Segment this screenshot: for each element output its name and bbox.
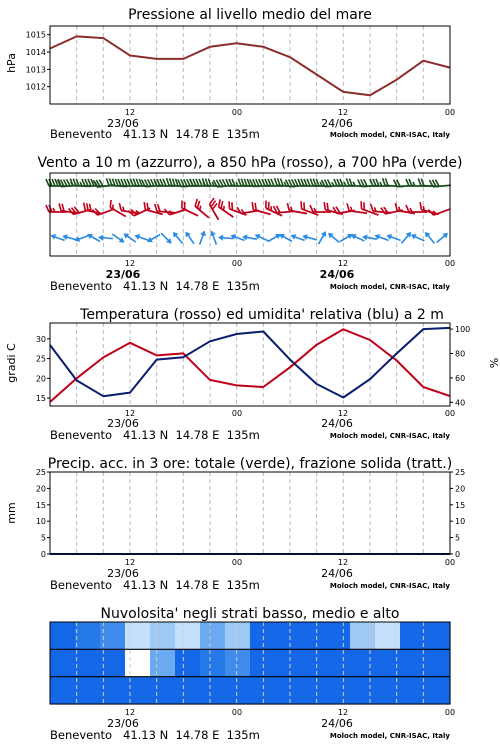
cloud-cell <box>225 677 251 705</box>
wind-barb <box>159 231 174 246</box>
humidity-y-label: % <box>487 357 500 369</box>
wind-arrow-head <box>146 237 153 245</box>
wind-barb <box>82 203 104 214</box>
cloud-cell <box>425 677 451 705</box>
cloud-cell <box>175 677 201 705</box>
y-tick-label: 25 <box>455 468 466 477</box>
wind-barb <box>435 231 450 245</box>
cloud-cell <box>325 622 351 650</box>
cloud-cell <box>50 622 76 650</box>
pressure-line <box>50 36 450 95</box>
cloud-cell <box>250 649 276 677</box>
wind-barb <box>49 232 65 243</box>
cloud-cell <box>150 622 176 650</box>
wind-barb-flag <box>91 179 94 186</box>
wind-barb-flag <box>82 179 85 186</box>
wind-barb-flag <box>88 179 91 186</box>
wind-barb <box>373 232 389 243</box>
cloud-cell <box>200 677 226 705</box>
cloud-cell <box>325 677 351 705</box>
cloud-cell <box>125 649 151 677</box>
y-tick-label: 25 <box>35 468 46 477</box>
cloud-cell <box>425 649 451 677</box>
y-tick-label: 40 <box>455 398 466 408</box>
cloud-cell <box>300 649 326 677</box>
precipitation-title: Precip. acc. in 3 ore: totale (verde), frazione solida (tratt.) <box>47 456 453 472</box>
wind-barb <box>171 230 185 245</box>
cloud-cell <box>75 622 101 650</box>
wind-barb <box>349 232 365 244</box>
cloud-cell <box>150 677 176 705</box>
humidity-y-ticks <box>450 325 470 407</box>
temperature-line <box>50 329 450 402</box>
wind-barb <box>338 231 354 244</box>
wind-arrow-head <box>200 229 207 236</box>
cloud-cell <box>175 649 201 677</box>
cloud-cell <box>350 622 376 650</box>
wind-barb-flag <box>226 179 229 186</box>
wind-barb-flag <box>418 202 423 210</box>
wind-barb-flag <box>394 203 398 210</box>
wind-barb-flag <box>52 179 55 186</box>
x-tick-label: 00 <box>231 558 243 567</box>
cloud-cell <box>400 622 426 650</box>
wind-barb <box>73 233 89 244</box>
wind-barb <box>253 232 269 244</box>
date-label: 23/06 <box>107 417 139 430</box>
x-tick-label: 00 <box>231 708 243 717</box>
y-tick-label: 20 <box>35 374 46 384</box>
cloud-cover-cells <box>50 622 451 705</box>
y-tick-label: 20 <box>35 484 46 494</box>
date-label: 23/06 <box>107 717 139 730</box>
x-tick-label: 12 <box>124 558 136 567</box>
model-credit: Moloch model, CNR-ISAC, Italy <box>329 582 450 590</box>
wind-barb <box>429 178 451 187</box>
wind-arrow-head <box>218 234 224 240</box>
precipitation-y-ticks <box>36 468 465 559</box>
x-tick-label: 12 <box>337 409 349 418</box>
x-tick-label: 12 <box>337 108 349 117</box>
wind-x-ticks <box>125 259 455 268</box>
cloud-cell <box>250 677 276 705</box>
pressure-y-label: hPa <box>5 53 18 73</box>
wind-barb <box>428 202 450 216</box>
cloud-cell <box>350 649 376 677</box>
station-label: Benevento 41.13 N 14.78 E 135m <box>50 578 260 592</box>
wind-barb-flag <box>163 179 166 186</box>
cloud-cell <box>300 622 326 650</box>
model-credit: Moloch model, CNR-ISAC, Italy <box>329 283 450 291</box>
x-tick-label: 00 <box>444 409 456 418</box>
cloud-cell <box>75 677 101 705</box>
wind-barb-flag <box>136 179 139 186</box>
wind-barb <box>399 230 413 245</box>
y-tick-label: 5 <box>40 533 46 543</box>
y-tick-label: 10 <box>455 517 466 527</box>
station-label: Benevento 41.13 N 14.78 E 135m <box>50 279 260 293</box>
wind-barb-flag <box>121 179 124 186</box>
x-tick-label: 00 <box>231 259 243 268</box>
wind-barb <box>142 202 164 214</box>
wind-barb-flag <box>418 179 421 186</box>
wind-barb-flag <box>406 205 409 212</box>
pressure-grid <box>77 26 424 104</box>
cloud-cell <box>175 622 201 650</box>
cloud-cell <box>325 649 351 677</box>
y-tick-label: 100 <box>455 325 471 335</box>
precipitation-y-label: mm <box>5 502 18 524</box>
wind-barb-flag <box>118 203 122 210</box>
wind-barb <box>61 233 77 243</box>
cloud-cell <box>225 622 251 650</box>
model-credit: Moloch model, CNR-ISAC, Italy <box>329 732 450 740</box>
date-label: 24/06 <box>319 268 355 281</box>
y-tick-label: 0 <box>455 550 461 559</box>
wind-barb-flag <box>346 203 350 210</box>
wind-barb <box>183 230 197 246</box>
x-tick-label: 12 <box>337 558 349 567</box>
pressure-title: Pressione al livello medio del mare <box>128 7 372 23</box>
cloud-cell <box>225 649 251 677</box>
x-tick-label: 00 <box>444 708 456 717</box>
wind-barb-flag <box>298 179 301 186</box>
x-tick-label: 00 <box>444 108 456 117</box>
wind-barb-flag <box>307 179 310 186</box>
wind-arrow-head <box>385 232 392 239</box>
pressure-panel <box>5 7 455 141</box>
wind-barb-flag <box>73 179 76 186</box>
cloud-cell <box>400 649 426 677</box>
cloud-cell <box>250 622 276 650</box>
wind-barb <box>316 230 329 246</box>
date-label: 24/06 <box>321 117 353 130</box>
y-tick-label: 80 <box>455 349 466 359</box>
y-tick-label: 60 <box>455 373 466 383</box>
x-tick-label: 00 <box>231 108 243 117</box>
wind-barb-flag <box>190 179 193 186</box>
wind-barb-flag <box>310 205 313 212</box>
wind-barb <box>108 200 130 217</box>
wind-barb-flag <box>46 179 49 186</box>
temperature-y-label: gradi C <box>5 343 18 383</box>
x-tick-label: 12 <box>124 708 136 717</box>
wind-barb <box>197 229 208 245</box>
precipitation-grid <box>77 472 424 554</box>
wind-barb-flag <box>313 179 316 186</box>
cloud-cell <box>350 677 376 705</box>
y-tick-label: 20 <box>455 484 466 494</box>
cloud-cover-panel <box>50 606 455 742</box>
y-tick-label: 1013 <box>25 65 46 75</box>
wind-barb-flag <box>133 179 136 186</box>
x-tick-label: 12 <box>124 108 136 117</box>
cloud-cell <box>125 622 151 650</box>
pressure-series <box>50 36 450 95</box>
cloud-cell <box>275 677 301 705</box>
cloud-cell <box>100 622 126 650</box>
date-label: 24/06 <box>321 717 353 730</box>
x-tick-label: 00 <box>231 409 243 418</box>
model-credit: Moloch model, CNR-ISAC, Italy <box>329 131 450 139</box>
wind-barb-flag <box>271 179 274 186</box>
y-tick-label: 30 <box>35 334 46 344</box>
temperature-y-ticks <box>36 335 50 403</box>
cloud-cell <box>275 622 301 650</box>
wind-barbs <box>46 178 451 246</box>
wind-barb <box>146 232 162 245</box>
pressure-x-ticks <box>125 108 455 117</box>
wind-arrow-head <box>321 230 329 237</box>
cloud-cell <box>100 677 126 705</box>
cloud-cell <box>75 649 101 677</box>
cloud-cover-title: Nuvolosita' negli strati basso, medio e alto <box>100 606 400 622</box>
wind-barb-flag <box>124 179 127 186</box>
x-tick-label: 12 <box>124 409 136 418</box>
x-tick-label: 12 <box>337 259 349 268</box>
wind-barb <box>326 231 341 245</box>
precipitation-panel <box>5 456 465 592</box>
cloud-cell <box>150 649 176 677</box>
x-tick-label: 12 <box>337 708 349 717</box>
temperature-humidity-title: Temperatura (rosso) ed umidita' relativa (blu) a 2 m <box>80 307 444 323</box>
wind-barb <box>278 231 294 244</box>
precipitation-frame <box>50 472 450 554</box>
cloud-cell <box>200 622 226 650</box>
wind-barb <box>266 231 282 244</box>
wind-barb-flag <box>85 179 88 186</box>
y-tick-label: 25 <box>35 354 46 364</box>
date-label: 24/06 <box>321 417 353 430</box>
precipitation-x-ticks <box>125 558 455 567</box>
y-tick-label: 0 <box>40 550 46 559</box>
wind-barb-flag <box>370 204 374 211</box>
wind-title: Vento a 10 m (azzurro), a 850 hPa (rosso), a 700 hPa (verde) <box>37 155 463 171</box>
x-tick-label: 00 <box>444 259 456 268</box>
x-tick-label: 12 <box>124 259 136 268</box>
wind-barb <box>98 234 113 241</box>
cloud-cell <box>300 677 326 705</box>
y-tick-label: 1015 <box>25 30 46 40</box>
date-label: 24/06 <box>321 567 353 580</box>
cloud-cover-x-ticks <box>125 708 455 717</box>
wind-barb <box>423 230 437 245</box>
wind-barb <box>385 232 401 243</box>
cloud-cell <box>125 677 151 705</box>
wind-barb-flag <box>199 179 202 186</box>
cloud-cell <box>400 677 426 705</box>
wind-barb-flag <box>244 179 247 186</box>
wind-barb-flag <box>334 179 337 186</box>
station-label: Benevento 41.13 N 14.78 E 135m <box>50 127 260 141</box>
wind-arrow-head <box>86 231 93 239</box>
model-credit: Moloch model, CNR-ISAC, Italy <box>329 432 450 440</box>
date-label: 23/06 <box>107 567 139 580</box>
wind-barb-flag <box>310 179 313 186</box>
wind-barb-flag <box>238 179 241 186</box>
y-tick-label: 5 <box>455 533 461 543</box>
wind-arrow-head <box>133 232 140 239</box>
pressure-y-ticks <box>26 31 50 92</box>
wind-barb <box>301 233 317 243</box>
temperature-x-ticks <box>125 409 455 418</box>
y-tick-label: 15 <box>35 394 46 404</box>
pressure-frame <box>50 26 450 104</box>
cloud-cell <box>100 649 126 677</box>
station-label: Benevento 41.13 N 14.78 E 135m <box>50 728 260 742</box>
temperature-frame <box>50 323 450 406</box>
cloud-cell <box>425 622 451 650</box>
temperature-humidity-panel <box>5 307 500 442</box>
y-tick-label: 10 <box>35 517 46 527</box>
x-tick-label: 00 <box>444 558 456 567</box>
wind-barb <box>216 199 237 217</box>
wind-barb <box>154 204 176 213</box>
cloud-cell <box>200 649 226 677</box>
station-label: Benevento 41.13 N 14.78 E 135m <box>50 428 260 442</box>
y-tick-label: 15 <box>35 500 46 510</box>
wind-barb-flag <box>241 179 244 186</box>
date-label: 23/06 <box>105 268 141 281</box>
date-label: 23/06 <box>107 117 139 130</box>
y-tick-label: 1014 <box>25 48 46 57</box>
temperature-humidity-series <box>50 328 450 402</box>
cloud-cell <box>50 677 76 705</box>
cloud-cell <box>275 649 301 677</box>
wind-barb-flag <box>46 205 49 212</box>
wind-panel <box>37 155 462 293</box>
wind-barb-flag <box>406 179 409 186</box>
cloud-cell <box>50 649 76 677</box>
y-tick-label: 15 <box>455 500 466 510</box>
y-tick-label: 1012 <box>25 82 46 92</box>
